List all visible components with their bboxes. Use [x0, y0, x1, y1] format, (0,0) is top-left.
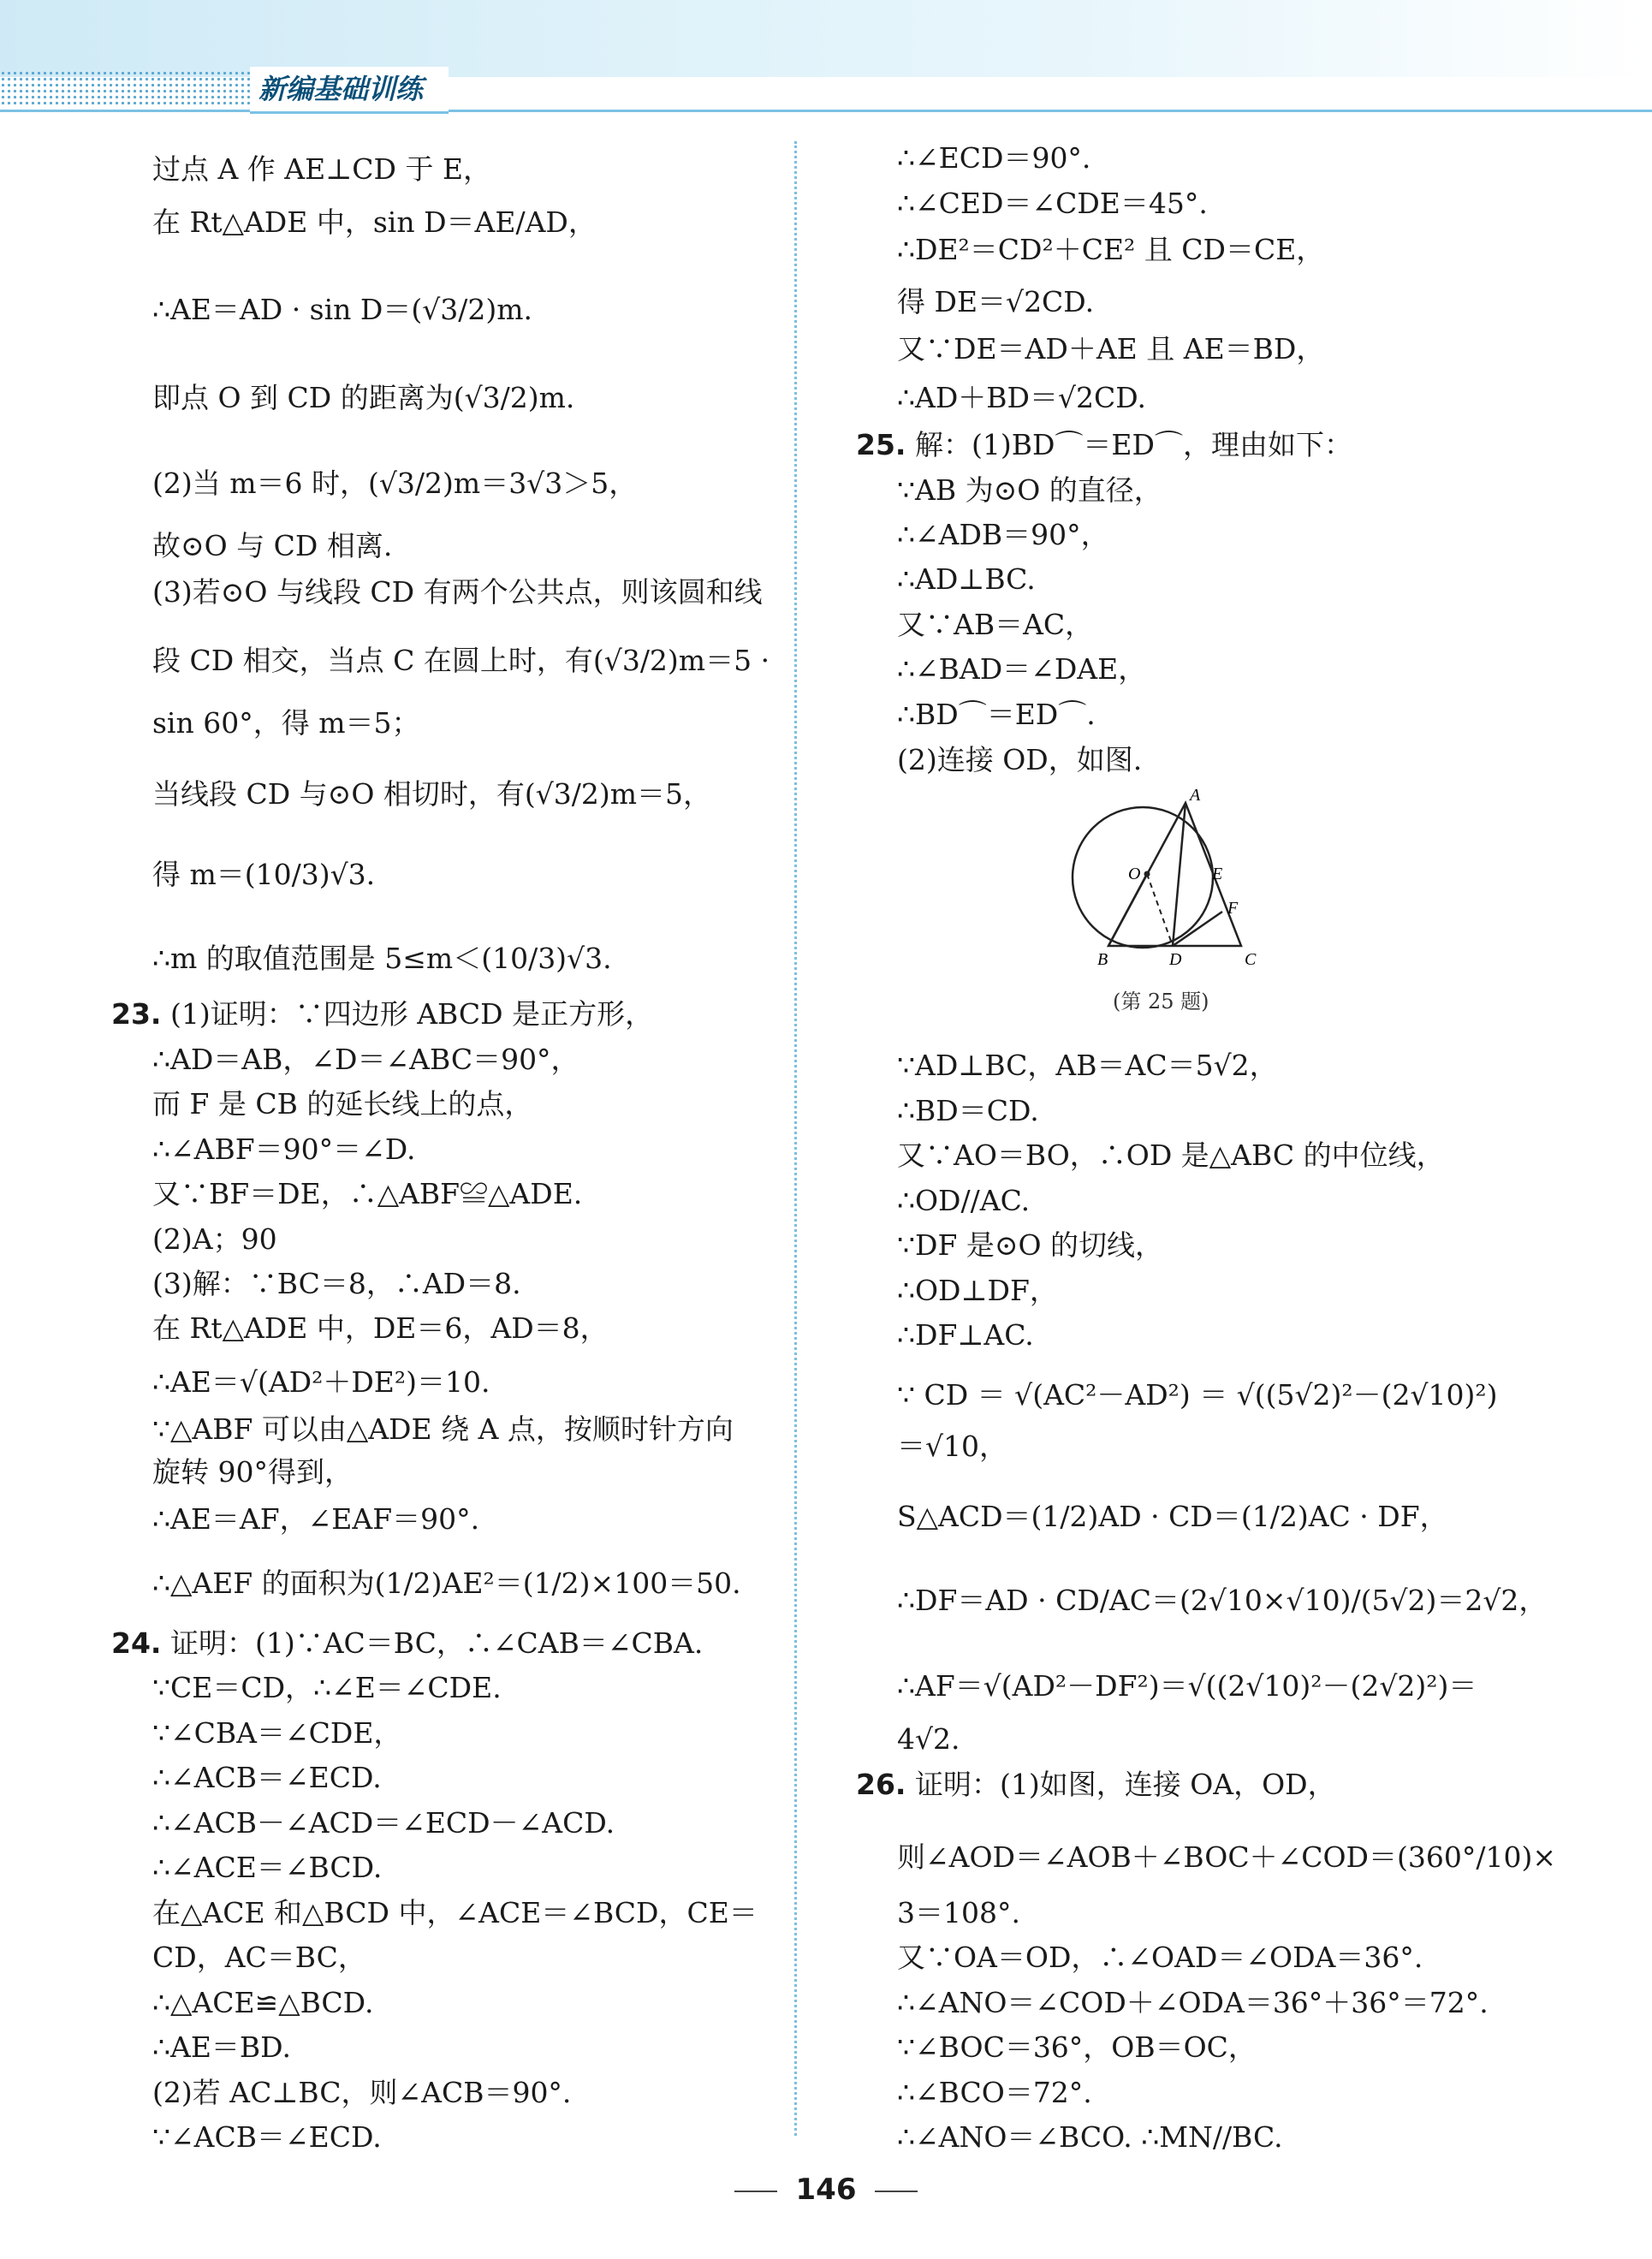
- solution-text: ∴∠CED＝∠CDE＝45°.: [897, 187, 1208, 220]
- solution-line: [111, 2030, 291, 2065]
- solution-text: ∴OD//AC.: [897, 1184, 1031, 1217]
- solution-line: [111, 293, 532, 327]
- column-divider: [794, 141, 797, 2136]
- solution-text: ∴OD⊥DF，: [897, 1274, 1058, 1307]
- solution-text: 又∵DE＝AD＋AE 且 AE＝BD，: [897, 332, 1325, 366]
- label-f: F: [1227, 899, 1239, 918]
- solution-text: ∴∠ADB＝90°，: [897, 518, 1109, 551]
- solution-text: sin 60°，得 m＝5；: [152, 706, 420, 740]
- solution-line: [856, 428, 1352, 462]
- solution-text: 4√2.: [897, 1722, 960, 1756]
- solution-line: [856, 1228, 1163, 1263]
- solution-text: ∴AE＝AF，∠EAF＝90°.: [152, 1502, 480, 1536]
- solution-text: 得 DE＝√2CD.: [897, 285, 1095, 318]
- solution-text: ＝√10，: [897, 1430, 1008, 1463]
- footer-dash-right: [875, 2191, 918, 2192]
- solution-text: 段 CD 相交，当点 C 在圆上时，有(√3/2)m＝5 ·: [152, 644, 770, 677]
- solution-line: [856, 652, 1146, 687]
- solution-line: [111, 1566, 741, 1601]
- figure-25-circle-triangle: [1061, 783, 1284, 980]
- solution-text: 在 Rt△ADE 中，DE＝6，AD＝8，: [152, 1311, 609, 1345]
- solution-text: 又∵AO＝BO，∴OD 是△ABC 的中位线，: [897, 1138, 1445, 1172]
- solution-line: [856, 1094, 1039, 1128]
- solution-text: 证明：(1)如图，连接 OA，OD，: [914, 1768, 1336, 1801]
- solution-line: [111, 644, 770, 678]
- label-c: C: [1245, 950, 1257, 969]
- center-point-o: [1144, 871, 1150, 877]
- solution-text: ∴∠ANO＝∠COD＋∠ODA＝36°＋36°＝72°.: [897, 1986, 1489, 2019]
- solution-line: [111, 152, 491, 187]
- segment-ob: [1108, 874, 1147, 946]
- solution-text: ∴∠ACB－∠ACD＝∠ECD－∠ACD.: [152, 1806, 615, 1840]
- solution-line: [856, 1500, 1448, 1534]
- solution-line: [111, 1716, 401, 1751]
- solution-line: [856, 1986, 1489, 2020]
- solution-line: [856, 518, 1109, 552]
- solution-line: [856, 1430, 1007, 1464]
- solution-line: [111, 858, 375, 892]
- solution-text: 则∠AOD＝∠AOB＋∠BOC＋∠COD＝(360°/10)×: [897, 1840, 1557, 1874]
- solution-text: (2)A；90: [152, 1222, 277, 1256]
- solution-text: 在 Rt△ADE 中，sin D＝AE/AD，: [152, 205, 597, 239]
- solution-line: [856, 1184, 1030, 1218]
- solution-line: [856, 1768, 1336, 1802]
- solution-line: [856, 1318, 1034, 1352]
- solution-line: [856, 1896, 1020, 1930]
- solution-line: [111, 1761, 382, 1795]
- solution-text: 故⊙O 与 CD 相离.: [152, 529, 393, 562]
- solution-text: ∴DE²＝CD²＋CE² 且 CD＝CE，: [897, 233, 1325, 266]
- solution-text: ∴BD＝CD.: [897, 1094, 1039, 1127]
- solution-line: [111, 1043, 579, 1077]
- solution-line: [111, 1806, 615, 1840]
- label-o: O: [1128, 865, 1141, 883]
- solution-text: CD，AC＝BC，: [152, 1941, 366, 1974]
- solution-text: ∴BD⌒＝ED⌒.: [897, 698, 1096, 731]
- solution-text: ∴DF⊥AC.: [897, 1318, 1034, 1352]
- solution-text: (2)当 m＝6 时，(√3/2)m＝3√3＞5，: [152, 467, 638, 500]
- solution-text: ∵∠BOC＝36°，OB＝OC，: [897, 2030, 1257, 2064]
- label-a: A: [1190, 786, 1201, 805]
- solution-text: (2)若 AC⊥BC，则∠ACB＝90°.: [152, 2076, 572, 2109]
- solution-text: ∵DF 是⊙O 的切线，: [897, 1228, 1164, 1262]
- label-b: B: [1097, 950, 1108, 969]
- solution-text: ∴∠ACB＝∠ECD.: [152, 1761, 382, 1794]
- solution-text: ∴∠ECD＝90°.: [897, 141, 1091, 175]
- solution-text: ∴m 的取值范围是 5≤m＜(10/3)√3.: [152, 942, 612, 975]
- solution-line: [111, 1671, 502, 1705]
- page-number: 146: [795, 2173, 857, 2207]
- solution-line: [856, 698, 1096, 732]
- solution-line: [111, 205, 597, 240]
- solution-text: ∴AD＝AB，∠D＝∠ABC＝90°，: [152, 1043, 579, 1076]
- solution-text: 当线段 CD 与⊙O 相切时，有(√3/2)m＝5，: [152, 777, 712, 811]
- solution-line: [111, 1412, 734, 1447]
- solution-text: ∵∠CBA＝∠CDE，: [152, 1716, 402, 1750]
- figure-caption: (第 25 题): [1113, 990, 1209, 1014]
- solution-text: ∴AD⊥BC.: [897, 562, 1036, 596]
- solution-text: ∵ CD ＝ √(AC²－AD²) ＝ √((5√2)²－(2√10)²): [897, 1378, 1498, 1412]
- solution-text: S△ACD＝(1/2)AD · CD＝(1/2)AC · DF，: [897, 1500, 1448, 1533]
- solution-text: ∴AE＝√(AD²＋DE²)＝10.: [152, 1365, 490, 1399]
- header-dot-pattern: [0, 70, 257, 104]
- solution-text: ∴∠BAD＝∠DAE，: [897, 652, 1147, 686]
- solution-line: [111, 1267, 521, 1301]
- solution-text: (3)解：∵BC＝8，∴AD＝8.: [152, 1267, 521, 1300]
- solution-text: ∵∠ACB＝∠ECD.: [152, 2120, 382, 2154]
- solution-text: ∴AD＋BD＝√2CD.: [897, 381, 1147, 414]
- solution-text: (1)证明：∵四边形 ABCD 是正方形，: [169, 997, 654, 1031]
- solution-line: [111, 529, 392, 563]
- solution-text: ∵AD⊥BC，AB＝AC＝5√2，: [897, 1049, 1278, 1082]
- solution-text: 旋转 90°得到，: [152, 1455, 353, 1489]
- solution-line: [856, 1138, 1445, 1173]
- solution-line: [856, 381, 1146, 415]
- solution-line: [111, 575, 763, 609]
- solution-line: [856, 608, 1093, 642]
- solution-text: ∴∠ACE＝∠BCD.: [152, 1851, 383, 1884]
- solution-line: [111, 1455, 353, 1489]
- solution-line: [856, 1584, 1547, 1618]
- header-band: [0, 0, 1652, 77]
- solution-line: [111, 997, 653, 1031]
- solution-line: [111, 1132, 416, 1167]
- solution-line: [856, 1378, 1498, 1412]
- solution-line: [856, 562, 1036, 597]
- solution-line: [111, 1087, 532, 1121]
- solution-text: ∴△AEF 的面积为(1/2)AE²＝(1/2)×100＝50.: [152, 1566, 741, 1600]
- solution-text: ∴AF＝√(AD²－DF²)＝√((2√10)²－(2√2)²)＝: [897, 1669, 1477, 1703]
- solution-line: [111, 467, 637, 501]
- question-number: 26.: [856, 1768, 906, 1801]
- solution-line: [111, 2076, 571, 2110]
- book-title: 新编基础训练: [250, 67, 449, 114]
- circle-o: [1073, 807, 1213, 948]
- label-e: E: [1212, 865, 1223, 883]
- solution-line: [111, 2120, 382, 2155]
- solution-line: [856, 2030, 1257, 2065]
- solution-text: ∵△ABF 可以由△ADE 绕 A 点，按顺时针方向: [152, 1412, 734, 1446]
- label-d: D: [1169, 950, 1182, 969]
- solution-line: [856, 285, 1094, 319]
- page-footer: [0, 2173, 1652, 2207]
- solution-line: [111, 1177, 582, 1211]
- question-number: 24.: [111, 1626, 162, 1660]
- solution-line: [111, 1896, 758, 1930]
- solution-text: ∵CE＝CD，∴∠E＝∠CDE.: [152, 1671, 502, 1704]
- solution-line: [111, 942, 612, 976]
- solution-text: 在△ACE 和△BCD 中，∠ACE＝∠BCD，CE＝: [152, 1896, 758, 1929]
- solution-line: [111, 1502, 479, 1537]
- solution-line: [111, 1986, 373, 2020]
- header-rule: [0, 110, 1652, 112]
- solution-text: ∴∠ANO＝∠BCO. ∴MN//BC.: [897, 2120, 1283, 2154]
- solution-line: [856, 473, 1162, 508]
- solution-line: [856, 141, 1090, 175]
- solution-text: ∴∠ABF＝90°＝∠D.: [152, 1132, 416, 1166]
- solution-text: 又∵OA＝OD，∴∠OAD＝∠ODA＝36°.: [897, 1941, 1423, 1974]
- solution-text: 证明：(1)∵AC＝BC，∴∠CAB＝∠CBA.: [169, 1626, 704, 1660]
- solution-text: 解：(1)BD⌒＝ED⌒，理由如下：: [914, 428, 1352, 461]
- solution-line: [111, 1851, 382, 1885]
- solution-line: [856, 1840, 1556, 1875]
- solution-text: (3)若⊙O 与线段 CD 有两个公共点，则该圆和线: [152, 575, 763, 609]
- solution-line: [856, 743, 1142, 777]
- solution-line: [856, 1274, 1058, 1308]
- footer-dash-left: [734, 2191, 777, 2192]
- solution-line: [111, 1941, 366, 1975]
- solution-line: [111, 1311, 609, 1346]
- solution-line: [856, 1049, 1278, 1083]
- solution-line: [856, 187, 1208, 221]
- solution-line: [856, 1941, 1423, 1975]
- solution-line: [111, 706, 420, 740]
- solution-line: [111, 777, 711, 811]
- solution-text: ∵AB 为⊙O 的直径，: [897, 473, 1162, 507]
- solution-line: [856, 332, 1324, 366]
- solution-text: ∴∠BCO＝72°.: [897, 2076, 1092, 2109]
- solution-text: 而 F 是 CB 的延长线上的点，: [152, 1087, 533, 1121]
- solution-line: [111, 381, 574, 415]
- solution-text: 又∵AB＝AC，: [897, 608, 1094, 641]
- solution-text: ∴AE＝BD.: [152, 2030, 291, 2064]
- solution-text: 过点 A 作 AE⊥CD 于 E，: [152, 152, 492, 186]
- solution-line: [856, 1669, 1477, 1703]
- segment-od-dashed: [1147, 874, 1173, 946]
- solution-line: [111, 1626, 703, 1661]
- solution-line: [856, 233, 1324, 267]
- solution-text: ∴△ACE≌△BCD.: [152, 1986, 374, 2019]
- solution-line: [111, 1365, 490, 1400]
- solution-line: [856, 2076, 1092, 2110]
- solution-text: 即点 O 到 CD 的距离为(√3/2)m.: [152, 381, 575, 414]
- question-number: 25.: [856, 428, 906, 461]
- solution-text: 又∵BF＝DE，∴△ABF≌△ADE.: [152, 1177, 583, 1210]
- solution-text: 3＝108°.: [897, 1896, 1020, 1929]
- solution-line: [856, 2120, 1283, 2155]
- solution-line: [111, 1222, 277, 1257]
- solution-line: [856, 1722, 960, 1757]
- solution-text: ∴DF＝AD · CD/AC＝(2√10×√10)/(5√2)＝2√2，: [897, 1584, 1548, 1617]
- solution-text: ∴AE＝AD · sin D＝(√3/2)m.: [152, 293, 533, 326]
- segment-df: [1173, 912, 1222, 946]
- solution-text: 得 m＝(10/3)√3.: [152, 858, 376, 891]
- solution-text: (2)连接 OD，如图.: [897, 743, 1143, 776]
- question-number: 23.: [111, 997, 162, 1031]
